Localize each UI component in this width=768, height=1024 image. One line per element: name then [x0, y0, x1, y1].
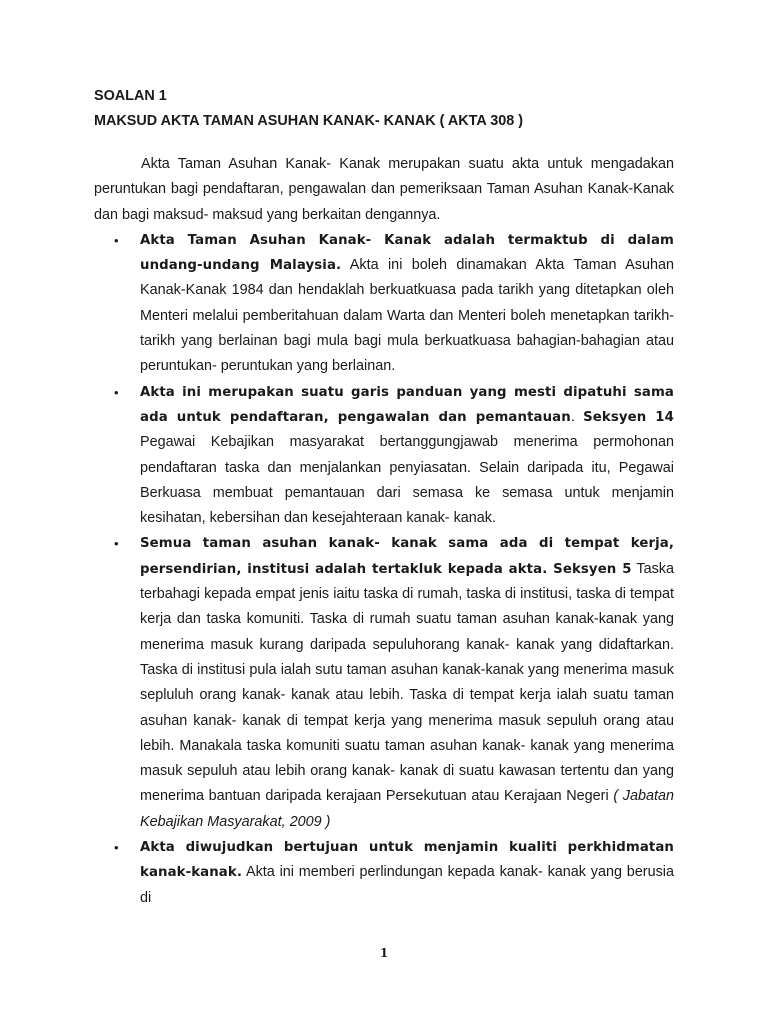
bullet-text: Taska terbahagi kepada empat jenis iaitu taska di rumah, taska di institusi, taska di tempat kerja dan taska komuniti. Taska di rumah suatu taman asuhan kanak-kanak yang menerima masuk kurang daripada sepuluhorang kanak- kanak yang didaftarkan. Taska di institusi pula ialah sutu taman asuhan kanak-kanak yang menerima masuk sepluluh orang kanak- kanak atau lebih. Taska di tempat kerja ialah suatu taman asuhan kanak- kanak di tempat kerja yang menerima masuk sepuluh orang atau lebih. Manakala taska komuniti suatu taman asuhan kanak- kanak yang menerima masuk sepuluh atau lebih orang kanak- kanak di suatu kawasan tertentu dan yang menerima bantuan daripada kerajaan Persekutuan atau Kerajaan Negeri	[140, 560, 674, 805]
question-heading: SOALAN 1	[94, 88, 167, 104]
bullet-bold-text: Akta diwujudkan bertujuan untuk menjamin kualiti perkhidmatan kanak-kanak.	[140, 840, 674, 881]
page-number: 1	[379, 946, 389, 960]
bullet-bold-text: Semua taman asuhan kanak- kanak sama ada di tempat kerja, persendirian, institusi adalah tertakluk kepada akta. Seksyen 5	[140, 536, 674, 577]
page-title: MAKSUD AKTA TAMAN ASUHAN KANAK- KANAK ( AKTA 308 )	[94, 113, 524, 129]
bullet-text: Pegawai Kebajikan masyarakat bertanggungjawab menerima permohonan pendaftaran taska dan menjalankan penyiasatan. Selain daripada itu, Pegawai Berkuasa membuat pemantauan dari semasa ke semasa untuk menjamin kesihatan, kebersihan dan kesejahteraan kanak- kanak.	[140, 434, 674, 527]
section-reference: Seksyen 14	[583, 409, 675, 425]
list-item	[94, 835, 674, 911]
list-item	[94, 228, 674, 380]
bullet-icon: •	[114, 840, 119, 856]
bullet-list	[94, 228, 674, 911]
bullet-bold-text: Akta Taman Asuhan Kanak- Kanak adalah termaktub di dalam undang-undang Malaysia.	[140, 232, 674, 274]
bullet-text: Akta ini memberi perlindungan kepada kanak- kanak yang berusia di	[140, 864, 674, 906]
bullet-icon: •	[114, 536, 119, 552]
bullet-bold-text: Akta ini merupakan suatu garis panduan yang mesti dipatuhi sama ada untuk pendaftaran, pengawalan dan pemantauan	[140, 384, 674, 425]
bullet-icon: •	[114, 384, 119, 400]
list-item	[94, 531, 674, 835]
bullet-icon: •	[114, 232, 119, 248]
list-item	[94, 380, 674, 532]
intro-paragraph: Akta Taman Asuhan Kanak- Kanak merupakan suatu akta untuk mengadakan peruntukan bagi pendaftaran, pengawalan dan pemeriksaan Taman Asuhan Kanak-Kanak dan bagi maksud- maksud yang berkaitan dengannya.	[94, 156, 674, 223]
citation: ( Jabatan Kebajikan Masyarakat, 2009 )	[140, 788, 675, 830]
bullet-text: Akta ini boleh dinamakan Akta Taman Asuhan Kanak-Kanak 1984 dan hendaklah berkuatkuasa pada tarikh yang ditetapkan oleh Menteri melalui pemberitahuan dalam Warta dan Menteri boleh menetapkan tarikh- tarikh yang berlainan bagi mula bagi mula berkuatkuasa bahagian-bahagian atau peruntukan- peruntukan yang berlainan.	[140, 257, 674, 375]
bullet-separator: .	[570, 408, 584, 425]
